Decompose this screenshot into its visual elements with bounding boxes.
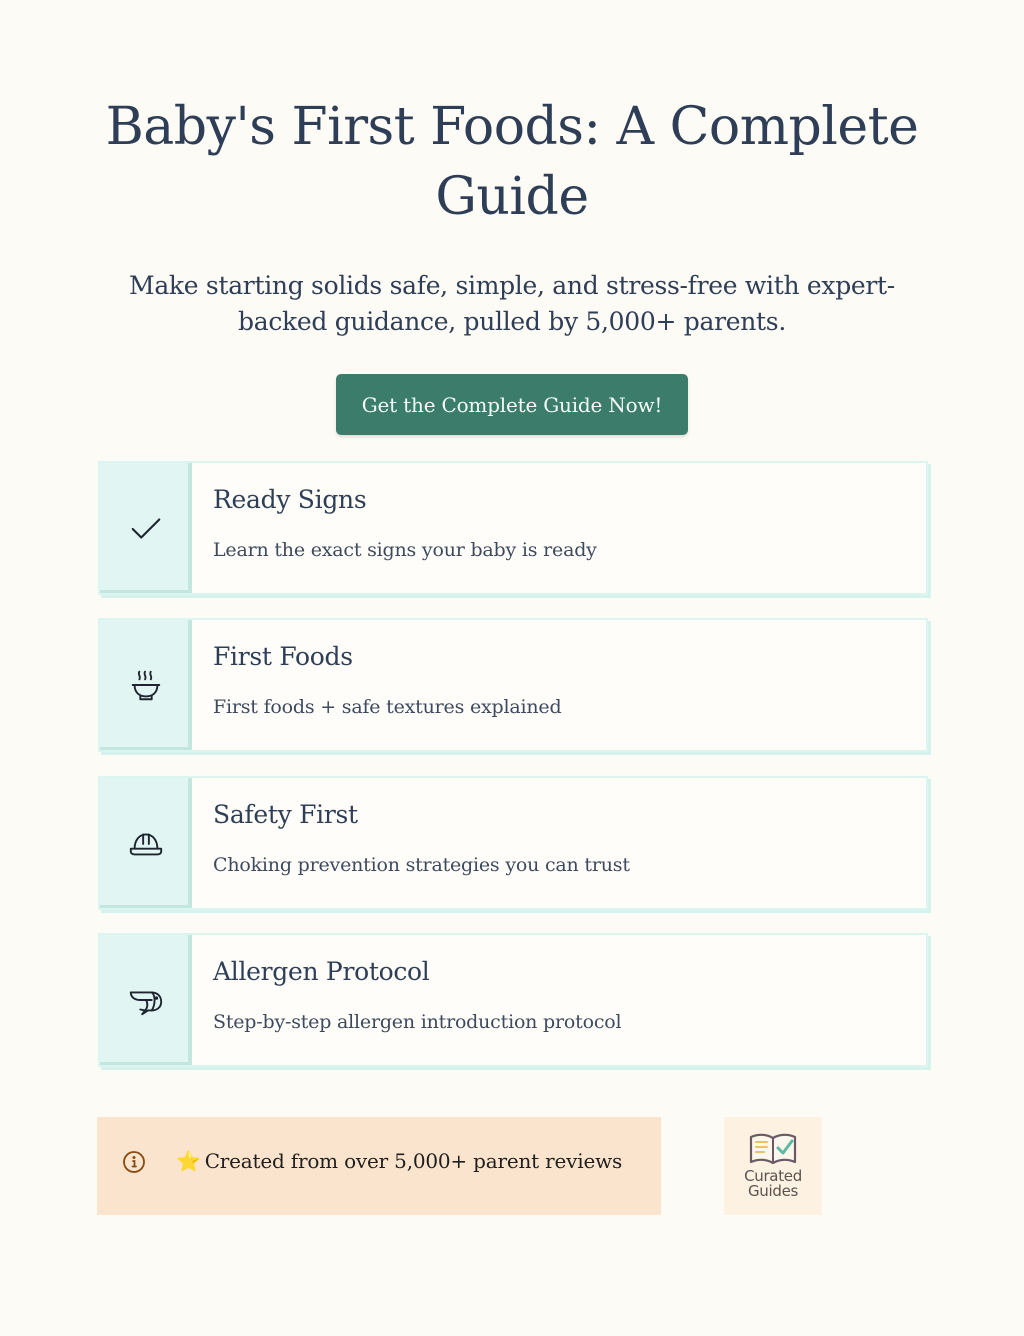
feature-title: Allergen Protocol — [213, 957, 430, 986]
feature-description: First foods + safe textures explained — [213, 696, 562, 718]
page-title: Baby's First Foods: A Complete Guide — [105, 97, 919, 227]
steaming-bowl-icon — [127, 666, 165, 704]
hard-hat-icon — [127, 824, 165, 862]
feature-card-safety-first — [98, 776, 928, 910]
reviews-notice-label: Created from over 5,000+ parent reviews — [204, 1149, 623, 1173]
logo-text-line2: Guides — [747, 1182, 799, 1200]
feature-description: Learn the exact signs your baby is ready — [213, 539, 597, 561]
page-subtitle: Make starting solids safe, simple, and stress-free with expert-backed guidance, pulled by 5,000+ parents. — [129, 271, 895, 336]
info-icon — [122, 1150, 146, 1174]
checkmark-icon — [127, 509, 165, 547]
feature-icon-panel — [100, 778, 192, 908]
feature-description: Step-by-step allergen introduction protocol — [213, 1011, 622, 1033]
reviews-notice-text — [176, 1149, 622, 1173]
feature-icon-panel — [100, 935, 192, 1065]
feature-title: First Foods — [213, 642, 353, 671]
open-book-check-icon — [748, 1131, 798, 1167]
feature-description: Choking prevention strategies you can trust — [213, 854, 630, 876]
curated-guides-logo — [724, 1117, 822, 1215]
feature-title: Ready Signs — [213, 485, 367, 514]
feature-card-ready-signs — [98, 461, 928, 595]
feature-icon-panel — [100, 620, 192, 750]
feature-card-first-foods — [98, 618, 928, 752]
shrimp-icon — [127, 981, 165, 1019]
star-icon: ⭐ — [176, 1149, 201, 1173]
feature-title: Safety First — [213, 800, 358, 829]
get-guide-button[interactable]: Get the Complete Guide Now! — [336, 374, 688, 435]
feature-icon-panel — [100, 463, 192, 593]
logo-text-line1: Curated — [744, 1167, 802, 1185]
feature-card-allergen-protocol — [98, 933, 928, 1067]
